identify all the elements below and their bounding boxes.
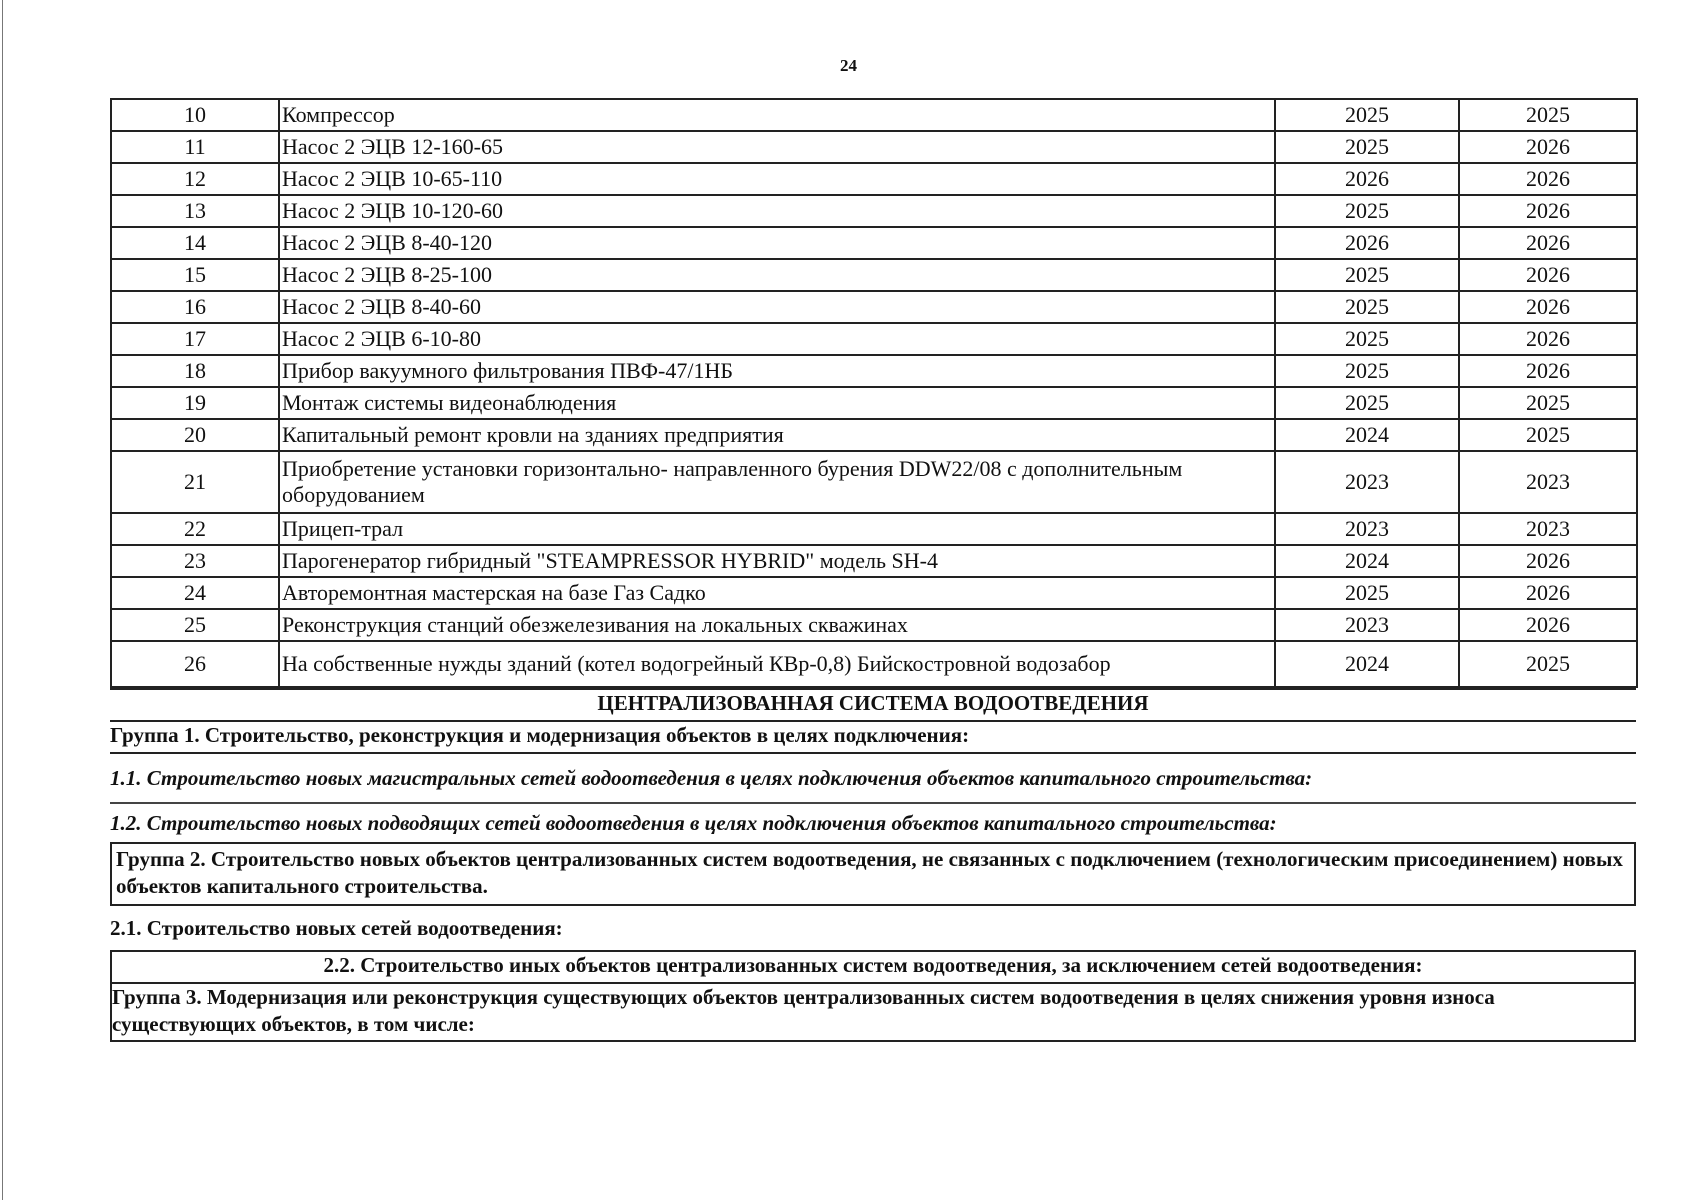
table-row xyxy=(111,227,1637,259)
row-name: Насос 2 ЭЦВ 8-25-100 xyxy=(279,259,1275,291)
row-year-end: 2023 xyxy=(1459,513,1637,545)
row-name: Прицеп-трал xyxy=(279,513,1275,545)
row-year-start: 2025 xyxy=(1275,387,1459,419)
row-year-start: 2026 xyxy=(1275,227,1459,259)
row-number: 13 xyxy=(111,195,279,227)
row-year-end: 2026 xyxy=(1459,609,1637,641)
row-name: Капитальный ремонт кровли на зданиях предприятия xyxy=(279,419,1275,451)
table-row xyxy=(111,387,1637,419)
wastewater-section xyxy=(110,688,1636,1042)
row-year-start: 2025 xyxy=(1275,577,1459,609)
table-row xyxy=(111,99,1637,131)
table-row xyxy=(111,355,1637,387)
investment-table xyxy=(110,98,1638,688)
row-name: Авторемонтная мастерская на базе Газ Садко xyxy=(279,577,1275,609)
row-year-start: 2025 xyxy=(1275,291,1459,323)
row-name: Компрессор xyxy=(279,99,1275,131)
row-number: 16 xyxy=(111,291,279,323)
row-year-start: 2025 xyxy=(1275,259,1459,291)
table-row xyxy=(111,545,1637,577)
page-number: 24 xyxy=(840,56,857,75)
row-name: Насос 2 ЭЦВ 10-120-60 xyxy=(279,195,1275,227)
row-year-end: 2025 xyxy=(1459,419,1637,451)
row-year-end: 2026 xyxy=(1459,259,1637,291)
row-year-end: 2026 xyxy=(1459,195,1637,227)
row-year-end: 2026 xyxy=(1459,323,1637,355)
row-name: Монтаж системы видеонаблюдения xyxy=(279,387,1275,419)
row-number: 20 xyxy=(111,419,279,451)
row-number: 23 xyxy=(111,545,279,577)
row-number: 12 xyxy=(111,163,279,195)
row-number: 25 xyxy=(111,609,279,641)
row-year-end: 2026 xyxy=(1459,163,1637,195)
row-year-end: 2023 xyxy=(1459,451,1637,513)
row-year-end: 2025 xyxy=(1459,99,1637,131)
table-row xyxy=(111,195,1637,227)
group-3-heading: Группа 3. Модернизация или реконструкция существующих объектов централизованных систем водоотведения в целях снижения уровня износа существующих объектов, в том числе: xyxy=(110,984,1636,1042)
row-number: 21 xyxy=(111,451,279,513)
table-row xyxy=(111,577,1637,609)
item-2-2: 2.2. Строительство иных объектов централизованных систем водоотведения, за исключением сетей водоотведения: xyxy=(110,950,1636,984)
row-year-start: 2024 xyxy=(1275,641,1459,687)
group-2-heading: Группа 2. Строительство новых объектов централизованных систем водоотведения, не связанных с подключением (технологическим присоединением) новых объектов капитального строительства. xyxy=(110,842,1636,906)
row-year-end: 2026 xyxy=(1459,577,1637,609)
table-row xyxy=(111,609,1637,641)
table-row xyxy=(111,419,1637,451)
table-row xyxy=(111,323,1637,355)
section-title: ЦЕНТРАЛИЗОВАННАЯ СИСТЕМА ВОДООТВЕДЕНИЯ xyxy=(110,688,1636,722)
row-year-start: 2025 xyxy=(1275,131,1459,163)
row-year-start: 2025 xyxy=(1275,323,1459,355)
table-row xyxy=(111,259,1637,291)
row-number: 22 xyxy=(111,513,279,545)
row-number: 18 xyxy=(111,355,279,387)
table-body xyxy=(111,99,1637,687)
row-name: Парогенератор гибридный "STEAMPRESSOR HYBRID" модель SH-4 xyxy=(279,545,1275,577)
row-name: Насос 2 ЭЦВ 6-10-80 xyxy=(279,323,1275,355)
row-year-start: 2025 xyxy=(1275,195,1459,227)
row-number: 10 xyxy=(111,99,279,131)
table-row xyxy=(111,451,1637,513)
row-number: 15 xyxy=(111,259,279,291)
row-name: Насос 2 ЭЦВ 8-40-120 xyxy=(279,227,1275,259)
row-number: 14 xyxy=(111,227,279,259)
scan-left-edge xyxy=(2,0,3,1200)
row-name: Реконструкция станций обезжелезивания на локальных скважинах xyxy=(279,609,1275,641)
item-2-1: 2.1. Строительство новых сетей водоотведения: xyxy=(110,916,563,940)
row-year-start: 2025 xyxy=(1275,355,1459,387)
row-year-start: 2024 xyxy=(1275,419,1459,451)
row-number: 17 xyxy=(111,323,279,355)
row-year-start: 2023 xyxy=(1275,451,1459,513)
row-name: Насос 2 ЭЦВ 12-160-65 xyxy=(279,131,1275,163)
row-year-end: 2026 xyxy=(1459,227,1637,259)
row-year-end: 2026 xyxy=(1459,355,1637,387)
row-year-end: 2026 xyxy=(1459,131,1637,163)
row-name: Насос 2 ЭЦВ 10-65-110 xyxy=(279,163,1275,195)
row-name: Прибор вакуумного фильтрования ПВФ-47/1НБ xyxy=(279,355,1275,387)
row-number: 26 xyxy=(111,641,279,687)
row-year-end: 2026 xyxy=(1459,545,1637,577)
row-year-start: 2023 xyxy=(1275,609,1459,641)
table-row xyxy=(111,163,1637,195)
group-1-heading: Группа 1. Строительство, реконструкция и модернизация объектов в целях подключения: xyxy=(110,722,1636,754)
row-year-end: 2025 xyxy=(1459,641,1637,687)
table-row xyxy=(111,131,1637,163)
row-number: 19 xyxy=(111,387,279,419)
row-number: 11 xyxy=(111,131,279,163)
table-row xyxy=(111,641,1637,687)
row-name: На собственные нужды зданий (котел водогрейный КВр-0,8) Бийскостровной водозабор xyxy=(279,641,1275,687)
row-name: Насос 2 ЭЦВ 8-40-60 xyxy=(279,291,1275,323)
item-1-1: 1.1. Строительство новых магистральных сетей водоотведения в целях подключения объектов капитального строительства: xyxy=(110,754,1636,804)
row-year-start: 2024 xyxy=(1275,545,1459,577)
document-sheet xyxy=(110,98,1636,1042)
row-year-start: 2025 xyxy=(1275,99,1459,131)
row-year-start: 2023 xyxy=(1275,513,1459,545)
table-row xyxy=(111,513,1637,545)
table-row xyxy=(111,291,1637,323)
row-year-end: 2026 xyxy=(1459,291,1637,323)
item-1-2: 1.2. Строительство новых подводящих сетей водоотведения в целях подключения объектов капитального строительства: xyxy=(110,811,1277,835)
row-name: Приобретение установки горизонтально- направленного бурения DDW22/08 с дополнительным оборудованием xyxy=(279,451,1275,513)
row-year-end: 2025 xyxy=(1459,387,1637,419)
row-number: 24 xyxy=(111,577,279,609)
row-year-start: 2026 xyxy=(1275,163,1459,195)
